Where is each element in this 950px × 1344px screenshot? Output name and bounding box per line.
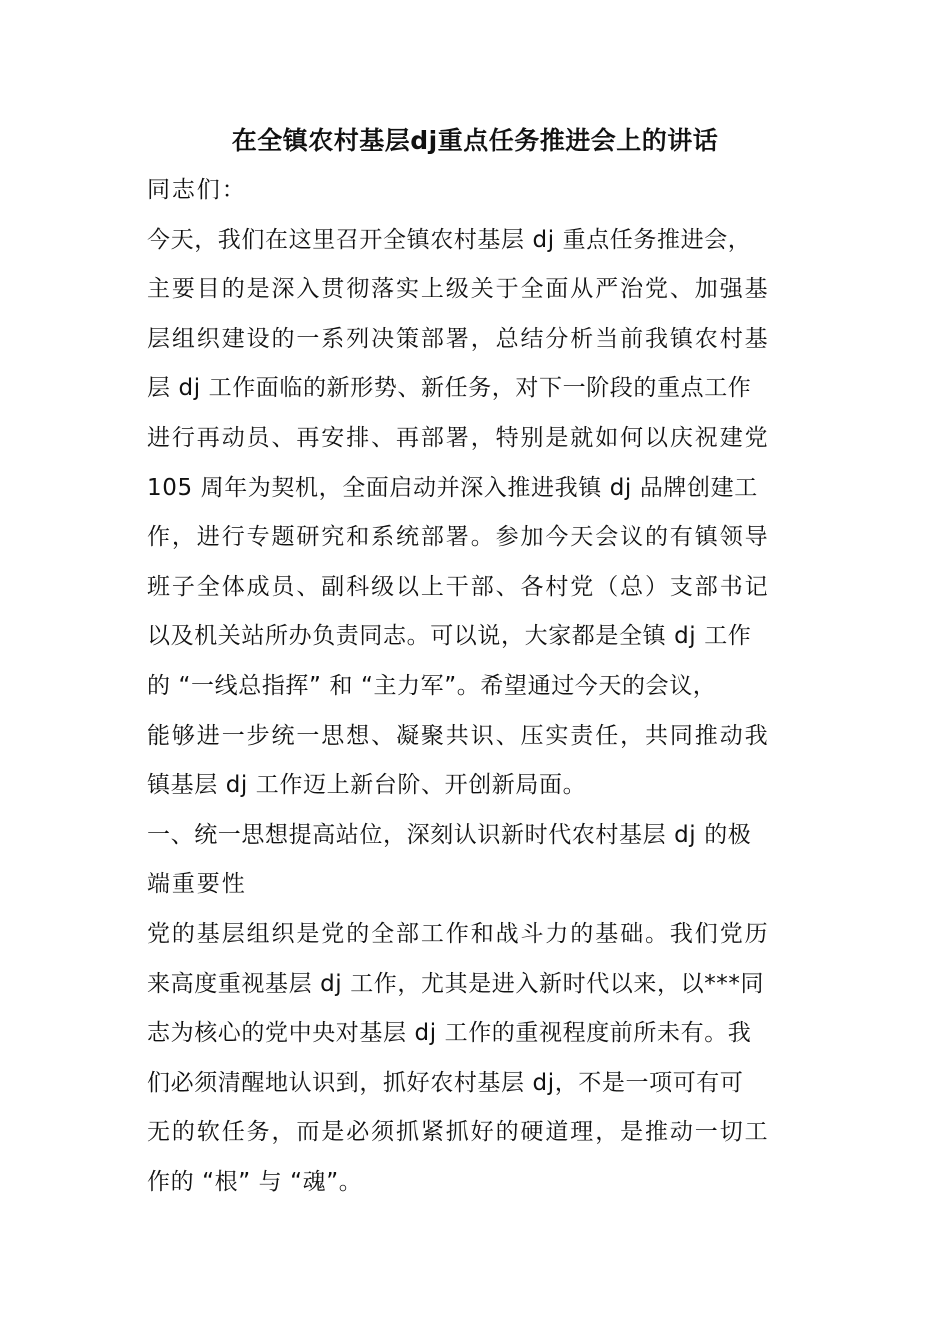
- section-heading-line: 一、统一思想提高站位，深刻认识新时代农村基层 dj 的极: [147, 821, 752, 848]
- section-heading-line: 端重要性: [147, 871, 247, 898]
- paragraph-line: 层组织建设的一系列决策部署，总结分析当前我镇农村基: [147, 325, 770, 352]
- paragraph-line: 镇基层 dj 工作迈上新台阶、开创新局面。: [147, 772, 587, 799]
- paragraph-line: 105 周年为契机，全面启动并深入推进我镇 dj 品牌创建工: [147, 474, 758, 501]
- paragraph-line: 能够进一步统一思想、凝聚共识、压实责任，共同推动我: [147, 722, 770, 749]
- paragraph-line: 党的基层组织是党的全部工作和战斗力的基础。我们党历: [147, 920, 770, 947]
- paragraph-line: 们必须清醒地认识到，抓好农村基层 dj，不是一项可有可: [147, 1069, 744, 1096]
- paragraph-line: 层 dj 工作面临的新形势、新任务，对下一阶段的重点工作: [147, 375, 752, 402]
- paragraph-line: 无的软任务，而是必须抓紧抓好的硬道理，是推动一切工: [147, 1119, 770, 1146]
- paragraph-line: 作，进行专题研究和系统部署。参加今天会议的有镇领导: [147, 524, 770, 551]
- document-title: 在全镇农村基层dj重点任务推进会上的讲话: [231, 126, 719, 155]
- paragraph-line: 班子全体成员、副科级以上干部、各村党（总）支部书记: [147, 573, 770, 600]
- paragraph-line: 作的 “根” 与 “魂”。: [147, 1168, 363, 1195]
- salutation-line: 同志们：: [147, 177, 247, 203]
- paragraph-line: 志为核心的党中央对基层 dj 工作的重视程度前所未有。我: [147, 1020, 752, 1047]
- paragraph-line: 的 “一线总指挥” 和 “主力军”。希望通过今天的会议，: [147, 672, 717, 699]
- paragraph-line: 来高度重视基层 dj 工作，尤其是进入新时代以来，以***同: [147, 970, 765, 997]
- paragraph-line: 今天，我们在这里召开全镇农村基层 dj 重点任务推进会，: [147, 226, 752, 253]
- paragraph-line: 主要目的是深入贯彻落实上级关于全面从严治党、加强基: [147, 276, 770, 303]
- document-body: [147, 174, 827, 1215]
- paragraph-line: 进行再动员、再安排、再部署，特别是就如何以庆祝建党: [147, 424, 770, 451]
- paragraph-line: 以及机关站所办负责同志。可以说，大家都是全镇 dj 工作: [147, 623, 752, 650]
